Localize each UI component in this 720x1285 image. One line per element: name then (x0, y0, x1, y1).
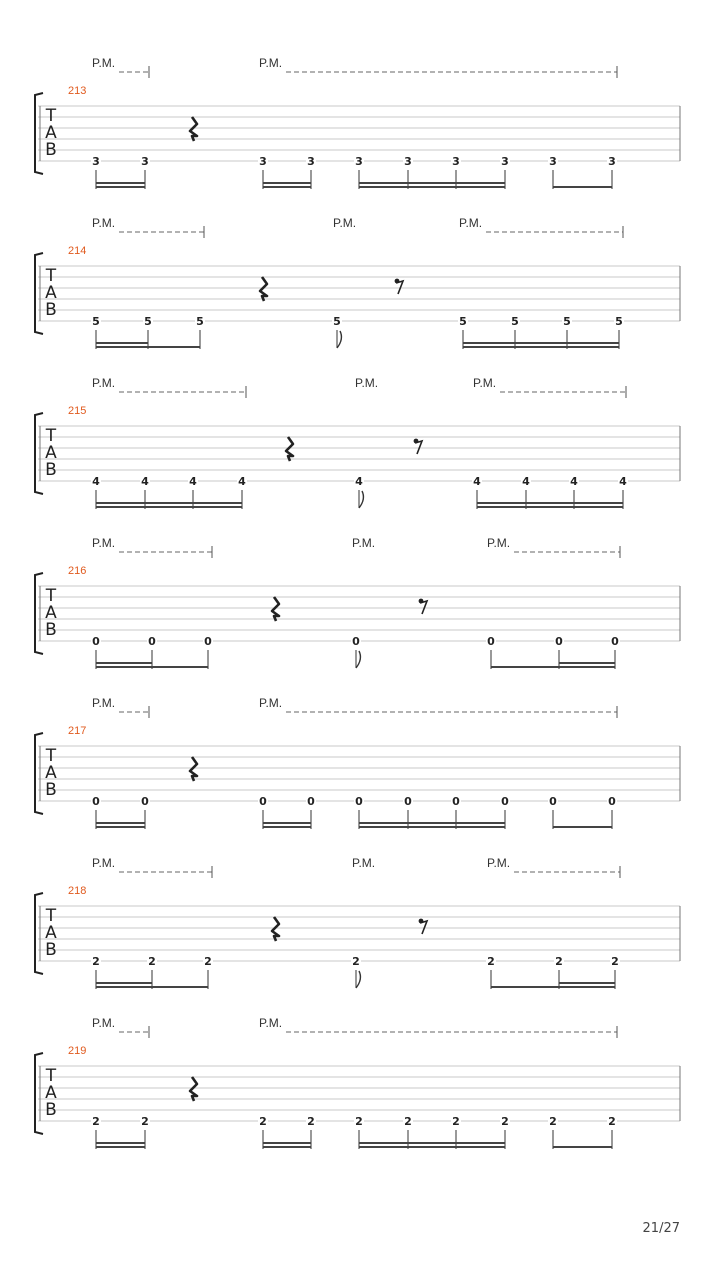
tab-clef-letter: B (45, 620, 57, 640)
system-bracket (35, 573, 43, 654)
fret-number: 0 (487, 635, 495, 648)
tab-clef-letter: B (45, 780, 57, 800)
fret-number: 2 (501, 1115, 509, 1128)
measure-number: 219 (68, 1045, 87, 1057)
quarter-rest (260, 277, 267, 301)
fret-number: 0 (92, 795, 100, 808)
staff-system (35, 696, 680, 829)
fret-number: 4 (92, 475, 100, 488)
palm-mute-label: P.M. (259, 56, 283, 70)
tab-clef-letter: A (45, 1083, 57, 1103)
fret-number: 4 (522, 475, 530, 488)
fret-number: 3 (452, 155, 460, 168)
palm-mute-label: P.M. (92, 376, 116, 390)
fret-number: 2 (404, 1115, 412, 1128)
beam (463, 346, 619, 348)
tab-clef-letter: B (45, 140, 57, 160)
beam (559, 666, 615, 668)
beam (263, 826, 311, 828)
fret-number: 2 (611, 955, 619, 968)
fret-number: 2 (92, 1115, 100, 1128)
palm-mute-label: P.M. (92, 56, 116, 70)
fret-number: 0 (501, 795, 509, 808)
beam (263, 186, 311, 188)
tab-clef-letter: T (45, 906, 57, 926)
beam (359, 1142, 505, 1144)
beam (152, 986, 208, 988)
fret-number: 2 (608, 1115, 616, 1128)
palm-mute-label: P.M. (92, 696, 116, 710)
quarter-rest (272, 597, 279, 621)
system-bracket (35, 253, 43, 334)
fret-number: 0 (404, 795, 412, 808)
fret-number: 3 (355, 155, 363, 168)
beam (263, 1146, 311, 1148)
quarter-rest (190, 757, 197, 781)
fret-number: 4 (189, 475, 197, 488)
quarter-rest (272, 917, 279, 941)
beam (359, 182, 505, 184)
tab-clef-letter: A (45, 443, 57, 463)
tab-clef-letter: T (45, 1066, 57, 1086)
beam (491, 986, 559, 988)
palm-mute-label: P.M. (333, 216, 357, 230)
fret-number: 3 (92, 155, 100, 168)
fret-number: 0 (92, 635, 100, 648)
palm-mute-label: P.M. (487, 536, 511, 550)
palm-mute-label: P.M. (92, 856, 116, 870)
beam (263, 1142, 311, 1144)
beam (477, 502, 623, 504)
measure-number: 215 (68, 405, 87, 417)
beam (96, 506, 242, 508)
fret-number: 2 (92, 955, 100, 968)
fret-number: 2 (259, 1115, 267, 1128)
measure-number: 214 (68, 245, 87, 257)
palm-mute-label: P.M. (355, 376, 379, 390)
beam (359, 186, 505, 188)
fret-number: 2 (452, 1115, 460, 1128)
palm-mute-label: P.M. (352, 536, 376, 550)
fret-number: 2 (307, 1115, 315, 1128)
fret-number: 4 (238, 475, 246, 488)
measure-number: 217 (68, 725, 87, 737)
beam (96, 342, 148, 344)
fret-number: 0 (611, 635, 619, 648)
beam (96, 826, 145, 828)
tab-clef-letter: A (45, 603, 57, 623)
beam (553, 826, 612, 828)
beam (96, 1146, 145, 1148)
tab-clef-letter: T (45, 426, 57, 446)
fret-number: 0 (555, 635, 563, 648)
tab-clef-letter: B (45, 1100, 57, 1120)
beam (96, 662, 152, 664)
fret-number: 5 (92, 315, 100, 328)
fret-number: 2 (352, 955, 360, 968)
fret-number: 0 (608, 795, 616, 808)
fret-number: 3 (259, 155, 267, 168)
quarter-rest (286, 437, 293, 461)
beam (263, 822, 311, 824)
staff-system (35, 376, 680, 509)
fret-number: 3 (141, 155, 149, 168)
tab-clef-letter: T (45, 106, 57, 126)
measure-number: 216 (68, 565, 87, 577)
beam (359, 822, 505, 824)
beam (359, 1146, 505, 1148)
beam (96, 986, 152, 988)
system-bracket (35, 893, 43, 974)
fret-number: 0 (259, 795, 267, 808)
beam (96, 346, 148, 348)
quarter-rest (190, 117, 197, 141)
fret-number: 2 (355, 1115, 363, 1128)
beam (96, 822, 145, 824)
fret-number: 4 (355, 475, 363, 488)
fret-number: 2 (487, 955, 495, 968)
fret-number: 0 (549, 795, 557, 808)
palm-mute-label: P.M. (487, 856, 511, 870)
fret-number: 0 (204, 635, 212, 648)
beam (96, 1142, 145, 1144)
palm-mute-label: P.M. (92, 536, 116, 550)
staff-system (35, 856, 680, 989)
staff-system (35, 536, 680, 669)
beam (553, 1146, 612, 1148)
tab-clef-letter: B (45, 300, 57, 320)
fret-number: 5 (615, 315, 623, 328)
beam (152, 666, 208, 668)
fret-number: 0 (307, 795, 315, 808)
page-number: 21/27 (642, 1221, 680, 1236)
note-flag (337, 331, 341, 348)
fret-number: 3 (501, 155, 509, 168)
tab-clef-letter: A (45, 763, 57, 783)
fret-number: 3 (608, 155, 616, 168)
palm-mute-label: P.M. (473, 376, 497, 390)
staff-system (35, 56, 680, 189)
fret-number: 0 (352, 635, 360, 648)
beam (477, 506, 623, 508)
tab-clef-letter: A (45, 923, 57, 943)
fret-number: 2 (148, 955, 156, 968)
tab-clef-letter: A (45, 283, 57, 303)
palm-mute-label: P.M. (92, 216, 116, 230)
fret-number: 3 (404, 155, 412, 168)
note-flag (359, 491, 363, 508)
fret-number: 2 (141, 1115, 149, 1128)
beam (559, 662, 615, 664)
fret-number: 0 (141, 795, 149, 808)
measure-number: 218 (68, 885, 87, 897)
note-flag (356, 651, 360, 668)
tab-clef-letter: A (45, 123, 57, 143)
beam (148, 346, 200, 348)
palm-mute-label: P.M. (92, 1016, 116, 1030)
fret-number: 4 (570, 475, 578, 488)
fret-number: 4 (619, 475, 627, 488)
fret-number: 5 (511, 315, 519, 328)
beam (263, 182, 311, 184)
beam (559, 986, 615, 988)
fret-number: 4 (141, 475, 149, 488)
fret-number: 2 (549, 1115, 557, 1128)
fret-number: 5 (563, 315, 571, 328)
note-flag (356, 971, 360, 988)
beam (96, 182, 145, 184)
palm-mute-label: P.M. (259, 1016, 283, 1030)
staff-system (35, 216, 680, 349)
fret-number: 5 (196, 315, 204, 328)
measure-number: 213 (68, 85, 87, 97)
system-bracket (35, 413, 43, 494)
palm-mute-label: P.M. (459, 216, 483, 230)
fret-number: 3 (307, 155, 315, 168)
palm-mute-label: P.M. (259, 696, 283, 710)
palm-mute-label: P.M. (352, 856, 376, 870)
fret-number: 0 (355, 795, 363, 808)
beam (359, 826, 505, 828)
beam (96, 666, 152, 668)
beam (553, 186, 612, 188)
fret-number: 2 (555, 955, 563, 968)
tab-clef-letter: T (45, 266, 57, 286)
tab-clef-letter: T (45, 746, 57, 766)
system-bracket (35, 733, 43, 814)
beam (463, 342, 619, 344)
beam (559, 982, 615, 984)
fret-number: 0 (452, 795, 460, 808)
quarter-rest (190, 1077, 197, 1101)
tab-clef-letter: B (45, 940, 57, 960)
fret-number: 5 (333, 315, 341, 328)
beam (96, 186, 145, 188)
tab-clef-letter: B (45, 460, 57, 480)
tab-clef-letter: T (45, 586, 57, 606)
fret-number: 5 (144, 315, 152, 328)
fret-number: 4 (473, 475, 481, 488)
system-bracket (35, 93, 43, 174)
beam (96, 982, 152, 984)
beam (96, 502, 242, 504)
fret-number: 2 (204, 955, 212, 968)
staff-system (35, 1016, 680, 1149)
fret-number: 3 (549, 155, 557, 168)
beam (491, 666, 559, 668)
fret-number: 0 (148, 635, 156, 648)
fret-number: 5 (459, 315, 467, 328)
system-bracket (35, 1053, 43, 1134)
